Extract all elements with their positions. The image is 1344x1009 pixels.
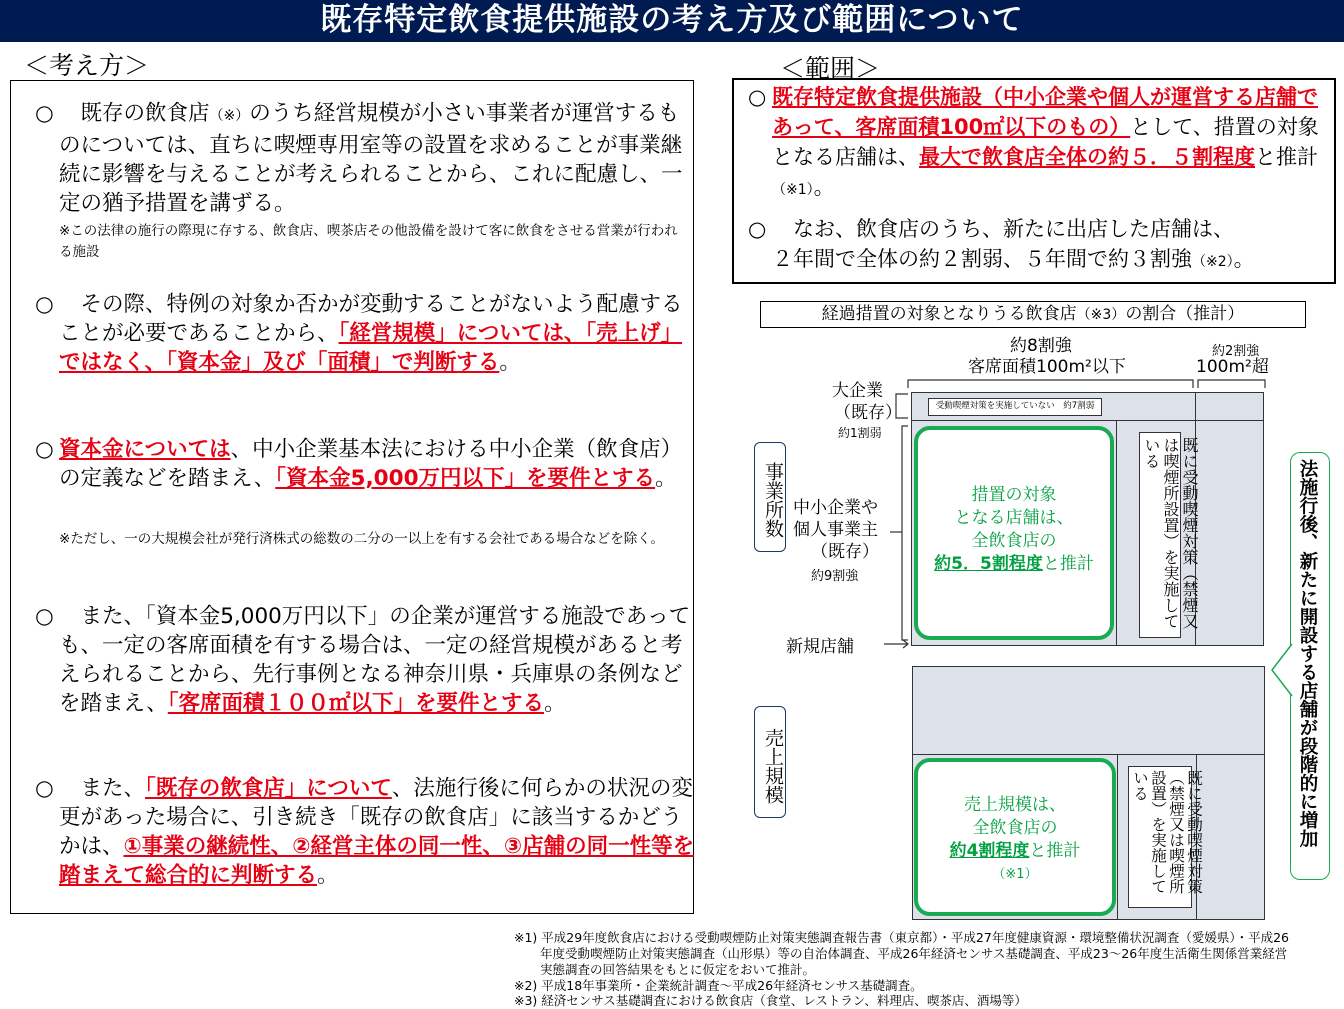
- text: の割合（推計）: [1125, 304, 1245, 324]
- left-note-1: ※この法律の施行の際現に存する、飲食店、喫茶店その他設備を設けて客に飲食をさせる営業が行われる施設: [59, 223, 678, 260]
- text: 。: [1233, 247, 1255, 271]
- text: なお、飲食店のうち、新たに出店した店舗は、: [772, 217, 1234, 241]
- text: また、: [59, 776, 146, 801]
- text: その際、特例の対象か否かが変動することがないよう配慮することが必要であることから、: [59, 292, 683, 346]
- text: ２年間で全体の約２割弱、５年間で約３割強: [772, 247, 1192, 271]
- text: 法施行後、新たに開設する店舗が段階的に増加: [1297, 459, 1318, 848]
- emphasis: 「資本金5,000万円以下」を要件とする: [275, 466, 656, 491]
- already-implemented-box-1: [1139, 432, 1199, 638]
- text: 。: [655, 466, 677, 491]
- text: 既に受動喫煙対策（禁煙又は喫煙所設置）を実施している: [1131, 770, 1203, 894]
- emphasis: 既存特定飲食提供施設（中小企業や個人が運営する店舗であって、客席面積100㎡以下のもの）: [772, 85, 1318, 139]
- text: 全飲食店の: [971, 531, 1057, 551]
- bullet: ○: [35, 437, 54, 462]
- large-company-label: 大企業: [832, 381, 883, 401]
- right-paragraph-1: [748, 82, 1334, 205]
- text: 。: [813, 175, 835, 199]
- establishments-label: 事業所数: [754, 442, 786, 552]
- right-panel: [732, 78, 1336, 284]
- sales-share-box: [914, 758, 1116, 916]
- sme-label: 中小企業や: [793, 498, 878, 518]
- already-implemented-box-2: [1128, 766, 1203, 908]
- bullet: ○: [35, 776, 54, 801]
- left-paragraph-2: [35, 290, 695, 377]
- left-heading: ＜考え方＞: [24, 51, 150, 80]
- emphasis: 資本金については: [59, 437, 231, 462]
- note-ref: （※3）: [1076, 307, 1126, 323]
- emphasis: 「客席面積１００㎡以下」を要件とする: [167, 691, 545, 716]
- page-title: 既存特定飲食提供施設の考え方及び範囲について: [0, 0, 1344, 42]
- area-large-pct: 約2割強: [1212, 344, 1260, 359]
- emphasis: 約5．5割程度: [934, 554, 1043, 574]
- note-ref: （※1）: [992, 867, 1038, 882]
- sme-label-3: （既存）: [811, 542, 879, 562]
- text: 既存の飲食店: [59, 101, 210, 126]
- diagram-caption: [760, 301, 1306, 328]
- bullet: ○: [35, 604, 54, 629]
- left-paragraph-1: [35, 99, 695, 218]
- bullet: ○: [748, 85, 767, 109]
- sme-pct: 約9割強: [811, 569, 859, 584]
- footnote-1b: 年度受動喫煙防止対策実態調査（山形県）等の自治体調査、平成26年経済センサス基礎調査、平成23〜26年度生活衛生関係営業経営: [540, 946, 1288, 961]
- note-ref: （※）: [209, 108, 250, 124]
- text: 措置の対象: [971, 485, 1057, 505]
- callout-pointer: [1268, 640, 1296, 700]
- not-implemented-label: 受動喫煙対策を実施していない 約7割弱: [928, 398, 1102, 416]
- text: 全飲食店の: [972, 818, 1058, 838]
- text: となる店舗は、: [954, 508, 1074, 528]
- emphasis: 最大で飲食店全体の約５．５割程度: [919, 145, 1255, 169]
- area-small-pct: 約8割強: [1010, 336, 1072, 356]
- left-paragraph-5: [35, 774, 695, 890]
- text: 。: [317, 863, 339, 888]
- footnote-2: ※2) 平成18年事業所・企業統計調査〜平成26年経済センサス基礎調査。: [514, 978, 923, 993]
- increase-callout: [1290, 452, 1330, 880]
- large-company-label-2: （既存）: [834, 403, 902, 423]
- emphasis: 約4割程度: [949, 841, 1030, 861]
- note-ref: （※2）: [1192, 254, 1234, 270]
- footnote-1a: ※1) 平成29年度飲食店における受動喫煙防止対策実態調査報告書（東京都）・平成27年度健康資源・環境整備状況調査（愛媛県）・平成26: [514, 930, 1289, 945]
- width-braces: [905, 372, 1270, 392]
- right-paragraph-2: [748, 214, 1334, 277]
- text: 、中小企業基本法における中小企業（飲食店）の定義などを踏まえ、: [59, 437, 683, 491]
- right-heading: ＜範囲＞: [780, 54, 881, 83]
- text: 売上規模は、: [964, 795, 1066, 815]
- text: と推計: [1255, 145, 1318, 169]
- left-paragraph-3: [35, 435, 695, 493]
- sme-label-2: 個人事業主: [793, 520, 878, 540]
- sales-label: 売上規模: [754, 706, 786, 818]
- area-large-label: 100m²超: [1196, 357, 1269, 377]
- text: 経過措置の対象となりうる飲食店: [821, 304, 1077, 324]
- text: と推計: [1029, 841, 1081, 861]
- target-stores-box: [914, 426, 1114, 640]
- footnote-1c: 実態調査の回答結果をもとに仮定をおいて推計。: [540, 962, 816, 977]
- footnote-3: ※3) 経済センサス基礎調査における飲食店（食堂、レストラン、料理店、喫茶店、酒場等）: [514, 993, 1027, 1008]
- bullet: ○: [748, 217, 767, 241]
- note-ref: （※1）: [772, 182, 814, 198]
- divider: [1116, 420, 1117, 646]
- text: 。: [499, 350, 521, 375]
- emphasis: ①事業の継続性、②経営主体の同一性、③店舗の同一性等を踏まえて総合的に判断する: [59, 834, 695, 888]
- divider: [911, 420, 1264, 421]
- left-paragraph-4: [35, 602, 695, 718]
- bullet: ○: [35, 101, 54, 126]
- divider: [1117, 754, 1118, 920]
- text: また、「資本金5,000万円以下」の企業が運営する施設であっても、一定の客席面積を有する場合は、一定の経営規模があると考えられることから、先行事例となる神奈川県・兵庫県の条例などを踏まえ、: [59, 604, 691, 716]
- left-panel: [10, 80, 694, 914]
- text: 。: [544, 691, 566, 716]
- large-company-pct: 約1割弱: [838, 426, 882, 440]
- bullet: ○: [35, 292, 54, 317]
- text: 、法施行後に何らかの状況の変更があった場合に、引き続き「既存の飲食店」に該当するかどうかは、: [59, 776, 693, 859]
- text: として、措置の対象となる店舗は、: [772, 115, 1319, 169]
- emphasis: 「経営規模」については、「売上げ」ではなく、「資本金」及び「面積」で判断する: [59, 321, 683, 375]
- new-store-label: 新規店舗: [786, 637, 854, 657]
- divider: [912, 754, 1265, 755]
- area-small-label: 客席面積100m²以下: [968, 357, 1126, 377]
- text: と推計: [1042, 554, 1094, 574]
- text: 既に受動喫煙対策（禁煙又は喫煙所設置）を実施している: [1142, 437, 1199, 629]
- emphasis: 「既存の飲食店」について: [145, 776, 392, 801]
- text: のうち経営規模が小さい事業者が運営するものについては、直ちに喫煙専用室等の設置を求めることが事業継続に影響を与えることが考えられることから、これに配慮し、一定の猶予措置を講ずる。: [59, 101, 683, 216]
- left-note-2: ※ただし、一の大規模会社が発行済株式の総数の二分の一以上を有する会社である場合などを除く。: [59, 531, 665, 547]
